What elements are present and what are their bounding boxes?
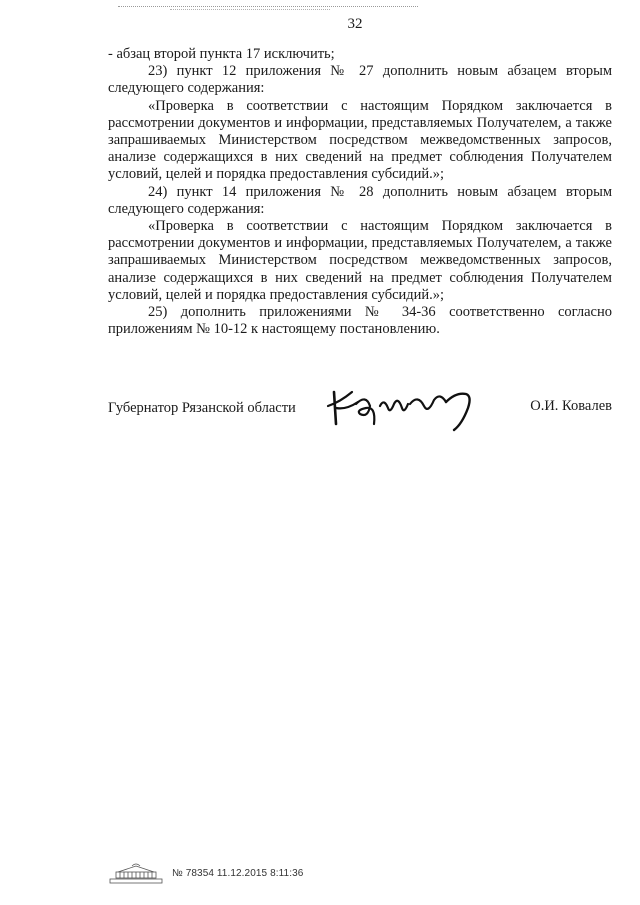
- signatory-title: Губернатор Рязанской области: [108, 400, 296, 416]
- scan-top-marks-secondary: [170, 9, 330, 10]
- page-number: 32: [347, 16, 363, 32]
- paragraph-quote-24: «Проверка в соответствии с настоящим Порядком заключается в рассмотрении документов и информации, представляемых Получателем, а также запрашиваемых Министерством посредством межведомственных запросов, анализе содержащихся в них сведений на предмет соблюдения Получателем условий, целей и порядка предоставления субсидий.»;: [108, 218, 612, 303]
- paragraph-item-25: 25) дополнить приложениями № 34-36 соответственно согласно приложениям № 10-12 к настоящему постановлению.: [108, 304, 612, 338]
- paragraph-item-24: 24) пункт 14 приложения № 28 дополнить новым абзацем вторым следующего содержания:: [108, 183, 612, 217]
- paragraph-item-1: - абзац второй пункта 17 исключить;: [108, 46, 335, 62]
- signatory-name: О.И. Ковалев: [530, 398, 612, 414]
- registry-stamp-icon: [108, 862, 164, 884]
- paragraph-quote-23: «Проверка в соответствии с настоящим Порядком заключается в рассмотрении документов и информации, представляемых Получателем, а также запрашиваемых Министерством посредством межведомственных запросов, анализе содержащихся в них сведений на предмет соблюдения Получателем условий, целей и порядка предоставления субсидий.»;: [108, 97, 612, 183]
- registration-footer: [108, 862, 303, 884]
- registration-number: № 78354 11.12.2015 8:11:36: [172, 867, 304, 879]
- document-body: [108, 46, 612, 338]
- paragraph-item-23: 23) пункт 12 приложения № 27 дополнить новым абзацем вторым следующего содержания:: [108, 63, 612, 97]
- signature-block: [108, 384, 612, 434]
- handwritten-signature: [326, 384, 476, 432]
